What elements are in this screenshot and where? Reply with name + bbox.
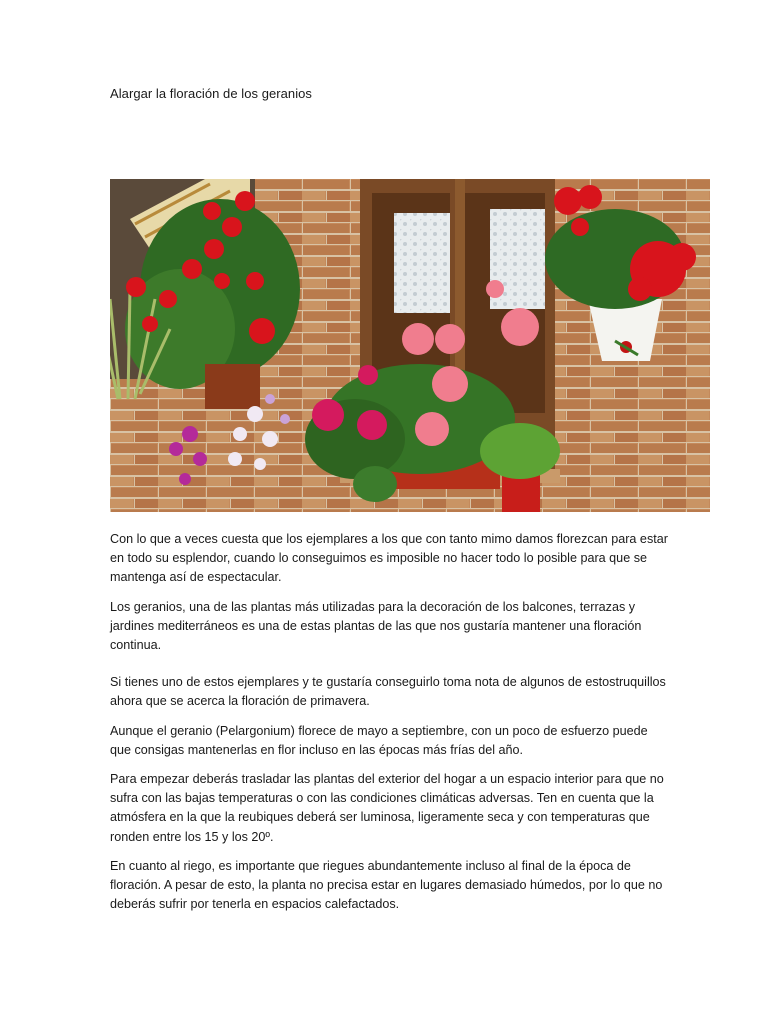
paragraph-5: Para empezar deberás trasladar las plantas del exterior del hogar a un espacio interior para que no sufra con las bajas temperaturas o con las condiciones climáticas adversas. Ten en cuenta que la atmósfera en la que la reubiques deberá ser luminosa, ligeramente seca y con temperaturas que ronden entre los 15 y los 20º.: [110, 772, 664, 844]
photo-illustration: [110, 179, 710, 512]
geraniums-window-photo: [110, 179, 710, 512]
document-title: Alargar la floración de los geranios: [110, 86, 312, 101]
paragraph-3: Si tienes uno de estos ejemplares y te gustaría conseguirlo toma nota de algunos de estostruquillos ahora que se acerca la floración de primavera.: [110, 675, 666, 709]
article-body: [110, 530, 670, 924]
paragraph-4: Aunque el geranio (Pelargonium) florece de mayo a septiembre, con un poco de esfuerzo puede que consigas mantenerlas en flor incluso en las épocas más frías del año.: [110, 723, 648, 757]
paragraph-6: En cuanto al riego, es importante que riegues abundantemente incluso al final de la época de floración. A pesar de esto, la planta no precisa estar en lugares demasiado húmedos, por lo que no deberás sufrir por tenerla en espacios calefactados.: [110, 858, 663, 912]
paragraph-2: Los geranios, una de las plantas más utilizadas para la decoración de los balcones, terrazas y jardines mediterráneos es una de estas plantas de las que nos gustaría mantener una floración continua.: [110, 599, 642, 653]
paragraph-1: Con lo que a veces cuesta que los ejemplares a los que con tanto mimo damos florezcan para estar en todo su esplendor, cuando lo conseguimos es imposible no hacer todo lo posible para que se mantenga así de espectacular.: [110, 532, 668, 585]
